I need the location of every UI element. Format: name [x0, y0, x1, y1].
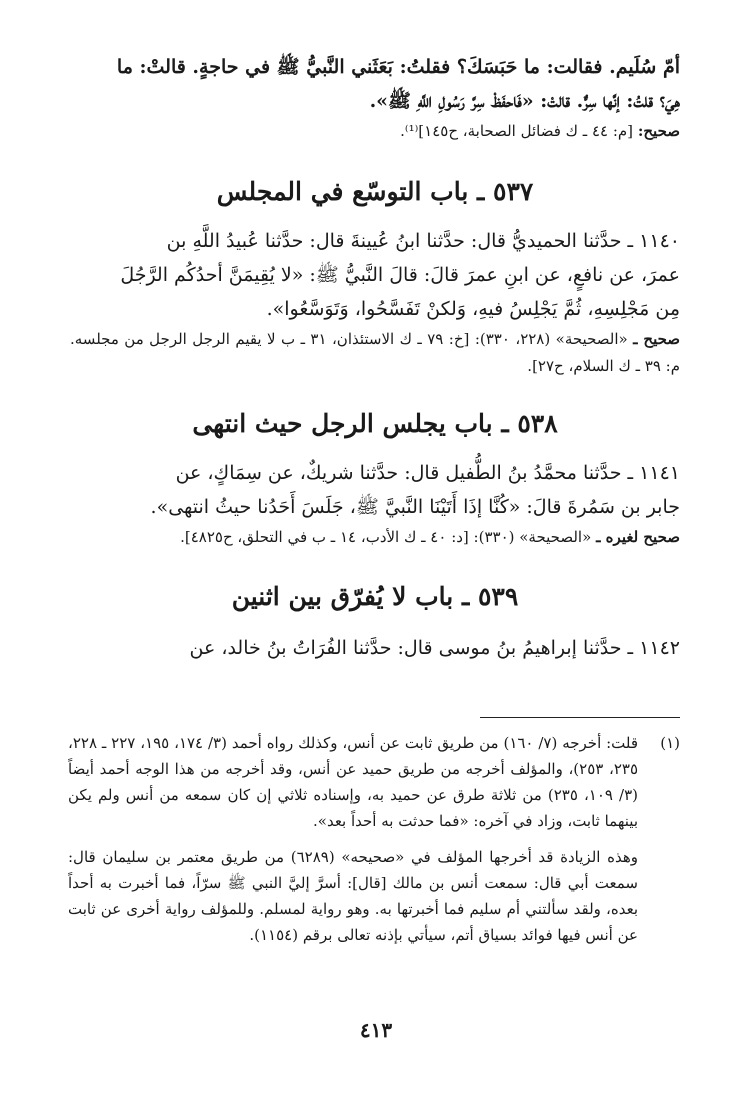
continuation-line-1: أمّ سُلَيم. فقالت: ما حَبَسَكَ؟ فقلتُ: بَعَثَني النَّبيُّ ﷺ في حاجةٍ. قالتْ: ما — [116, 56, 680, 78]
footnote-paragraph: وهذه الزيادة قد أخرجها المؤلف في «صحيحه» (٦٢٨٩) من طريق معتمر بن سليمان قال: سمعت أبي قال: سمعت أنس بن مالك [قال]: أسرَّ إليَّ النبي ﷺ سرّاً، فما أخبرت به أحداً بعده، ولقد سألتني أم سليم فما أخبرتها به. وهو رواية لمسلم. وللمؤلف رواية أخرى عن ثابت عن أنس فيها فوائد بسياق أتم، سيأتي بإذنه تعالى برقم (١١٥٤). — [68, 848, 638, 944]
hadith-1141-line-2: جابر بن سَمُرةَ قالَ: «كُنَّا إذَا أَتَيْنَا النَّبيَّ ﷺ، جَلَسَ أَحَدُنا حيثُ انتهى». — [150, 496, 680, 518]
footnote-1 — [68, 730, 680, 958]
chapter-heading-538: ٥٣٨ ـ باب يجلس الرجل حيث انتهى — [192, 409, 558, 438]
source-text: «الصحيحة» (٢٢٨، ٣٣٠): [خ: ٧٩ ـ ك الاستئذان، ٣١ ـ ب لا يقيم الرجل الرجل من مجلسه. م: ٣٩ ـ ك السلام، ح٢٧]. — [70, 330, 680, 375]
chapter-heading-537: ٥٣٧ ـ باب التوسّع في المجلس — [216, 177, 534, 206]
source-label: صحيح ـ — [633, 330, 681, 348]
source-label: صحيح لغيره ـ — [596, 528, 680, 546]
source-ref-1140 — [70, 326, 680, 380]
footnote-divider — [480, 717, 680, 718]
source-ref-1141 — [70, 524, 680, 551]
footnote-number: (١) — [660, 734, 680, 752]
continuation-line-2: هِيَ؟ قلتُ: إنَّها سِرٌّ. قالتْ: «فَاحفَظْ سِرَّ رَسُولِ اللَّهِ ﷺ». — [369, 90, 680, 112]
source-label: صحيح: — [637, 122, 680, 140]
hadith-1140-line-3: مِن مَجْلِسِهِ، ثُمَّ يَجْلِسُ فيهِ، وَلكنْ تَفَسَّحُوا، وَتَوَسَّعُوا». — [266, 298, 680, 320]
main-text — [70, 50, 680, 665]
hadith-1141-line-1: ١١٤١ ـ حدَّثنا محمَّدُ بنُ الطُّفيل قال: حدَّثنا شريكٌ، عن سِمَاكٍ، عن — [175, 462, 680, 484]
source-text: «الصحيحة» (٣٣٠): [د: ٤٠ ـ ك الأدب، ١٤ ـ ب في التحلق، ح٤٨٢٥]. — [180, 528, 592, 546]
footnotes — [68, 730, 680, 958]
page-number: ٤١٣ — [359, 1018, 393, 1042]
source-ref-top — [70, 118, 680, 145]
chapter-heading-539: ٥٣٩ ـ باب لا يُفرّق بين اثنين — [231, 582, 519, 611]
hadith-1142-line-1: ١١٤٢ ـ حدَّثنا إبراهيمُ بنُ موسى قال: حدَّثنا الفُرَاتُ بنُ خالد، عن — [189, 637, 680, 659]
hadith-1140-line-2: عمرَ، عن نافعٍ، عن ابنِ عمرَ قالَ: قالَ النَّبيُّ ﷺ: «لا يُقِيمَنَّ أحدُكُم الرَّجُلَ — [120, 264, 680, 286]
footnote-body — [68, 730, 638, 958]
hadith-1140-line-1: ١١٤٠ ـ حدَّثنا الحميديُّ قال: حدَّثنا ابنُ عُيينةَ قال: حدَّثنا عُبيدُ اللَّهِ بن — [166, 230, 680, 252]
footnote-paragraph: قلت: أخرجه (٧/ ١٦٠) من طريق ثابت عن أنس، وكذلك رواه أحمد (٣/ ١٧٤، ١٩٥، ٢٢٧ ـ ٢٢٨، ٢٣٥، ٢٥٣)، والمؤلف أخرجه من طريق حميد عن أنس، وقد أخرجه من هذا الوجه أحمد أيضاً (٣/ ١٠٩، ٢٣٥) من ثلاثة طرق عن حميد به، وإسناده ثلاثي إن كان سمعه من أنس ولم يكن بينهما ثابت، وزاد في آخره: «فما حدثت به أحداً بعد». — [68, 734, 639, 830]
source-text: [م: ٤٤ ـ ك فضائل الصحابة، ح١٤٥]⁽¹⁾. — [400, 122, 634, 140]
